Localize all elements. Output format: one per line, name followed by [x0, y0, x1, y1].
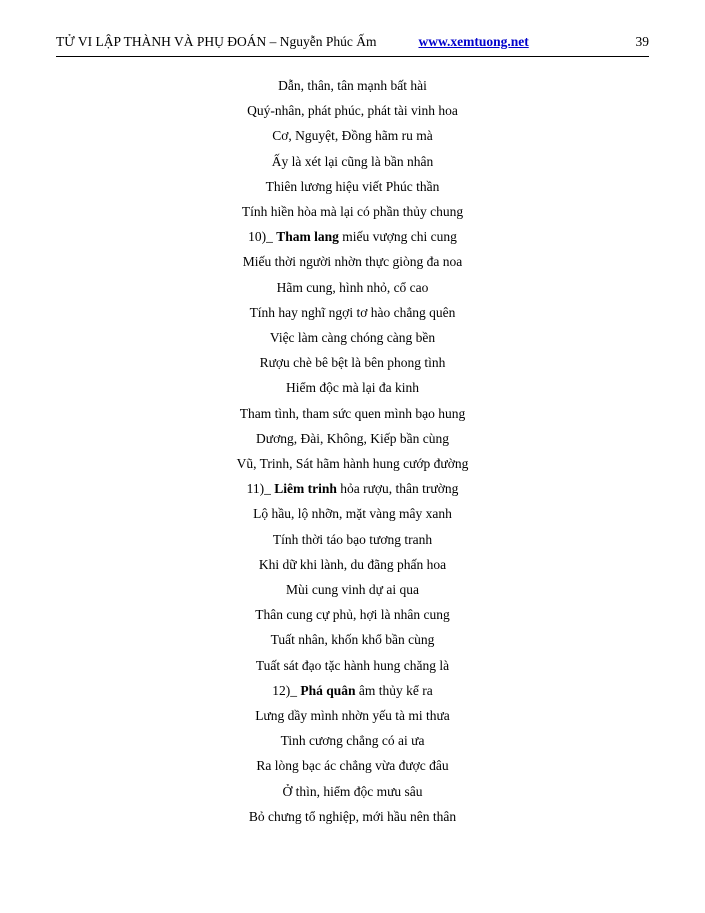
header-divider — [56, 56, 649, 57]
poem-line — [56, 325, 649, 350]
page-header — [56, 34, 649, 50]
line-text: miếu vượng chi cung — [338, 229, 457, 245]
line-emphasis: Liêm trinh — [274, 481, 337, 497]
line-emphasis: Phá quân — [300, 682, 356, 698]
line-text: Quý-nhân, phát phúc, phát tài vinh hoa — [247, 103, 458, 119]
header-website-link[interactable]: www.xemtuong.net — [418, 34, 529, 49]
line-text: Miếu thời người nhờn thực giòng đa noa — [242, 254, 463, 270]
poem-line — [56, 350, 649, 375]
line-text: Hiểm độc mà lại đa kinh — [285, 380, 420, 396]
line-text: Thiên lương hiệu viết Phúc thần — [265, 178, 440, 194]
line-text: Việc làm càng chóng càng bền — [269, 330, 436, 346]
poem-line — [56, 174, 649, 199]
line-text: Ra lòng bạc ác chẳng vừa được đâu — [256, 758, 449, 774]
poem-line — [56, 451, 649, 476]
poem-line — [56, 476, 649, 501]
poem-line — [56, 149, 649, 174]
poem-line — [56, 426, 649, 451]
line-text: Tuất nhân, khốn khổ bần cùng — [270, 632, 435, 648]
poem-line — [56, 98, 649, 123]
poem-line — [56, 275, 649, 300]
line-text: Mùi cung vinh dự ai qua — [286, 582, 419, 598]
poem-line — [56, 73, 649, 98]
line-prefix: 10)_ — [248, 229, 277, 245]
line-text: Bỏ chưng tổ nghiệp, mới hầu nên thân — [248, 808, 457, 824]
poem-line — [56, 602, 649, 627]
poem-line — [56, 501, 649, 526]
poem-line — [56, 653, 649, 678]
line-text: Khi dữ khi lành, du đãng phấn hoa — [258, 556, 447, 572]
poem-line — [56, 577, 649, 602]
line-text: Ở thìn, hiểm độc mưu sâu — [282, 783, 423, 799]
poem-line — [56, 375, 649, 400]
line-text: Tính thời táo bạo tương tranh — [272, 531, 433, 547]
line-text: Dẫn, thân, tân mạnh bất hài — [278, 78, 427, 93]
line-text: Tuất sát đạo tặc hành hung chăng là — [255, 657, 450, 673]
line-text: Tham tình, tham sức quen mình bạo hung — [239, 405, 466, 421]
poem-line — [56, 753, 649, 778]
line-prefix: 11)_ — [246, 481, 275, 497]
poem-line — [56, 224, 649, 249]
line-text: Rượu chè bê bệt là bên phong tình — [259, 355, 446, 371]
poem-line — [56, 779, 649, 804]
line-text: Hãm cung, hình nhỏ, cổ cao — [276, 279, 429, 295]
poem-line — [56, 249, 649, 274]
poem-line — [56, 804, 649, 829]
line-text: hỏa rượu, thân trường — [336, 481, 459, 497]
poem-body — [56, 73, 649, 829]
line-text: Vũ, Trinh, Sát hãm hành hung cướp đường — [236, 456, 469, 472]
line-text: âm thủy kể ra — [355, 682, 433, 698]
line-text: Lộ hầu, lộ nhỡn, mặt vàng mây xanh — [253, 506, 452, 522]
poem-line — [56, 627, 649, 652]
poem-line — [56, 678, 649, 703]
poem-line — [56, 123, 649, 148]
line-text: Tinh cương chẳng có ai ưa — [280, 733, 425, 749]
poem-line — [56, 199, 649, 224]
line-text: Lưng dầy mình nhờn yếu tà mi thưa — [255, 708, 450, 724]
line-text: Dương, Đài, Không, Kiếp bần cùng — [256, 430, 449, 446]
poem-line — [56, 527, 649, 552]
line-text: Tính hay nghĩ ngợi tơ hào chẳng quên — [249, 304, 456, 320]
poem-line — [56, 552, 649, 577]
poem-line — [56, 728, 649, 753]
header-title: TỬ VI LẬP THÀNH VÀ PHỤ ĐOÁN – Nguyễn Phúc Ấm — [56, 34, 377, 49]
line-prefix: 12)_ — [272, 682, 301, 698]
line-text: Ấy là xét lại cũng là bần nhân — [271, 153, 434, 169]
poem-line — [56, 300, 649, 325]
line-text: Tính hiền hòa mà lại có phần thủy chung — [241, 204, 464, 220]
line-text: Thân cung cự phủ, hợi là nhân cung — [255, 607, 450, 623]
line-emphasis: Tham lang — [276, 229, 339, 245]
poem-line — [56, 401, 649, 426]
line-text: Cơ, Nguyệt, Đồng hãm ru mà — [272, 128, 433, 144]
page-number: 39 — [635, 34, 649, 49]
poem-line — [56, 703, 649, 728]
